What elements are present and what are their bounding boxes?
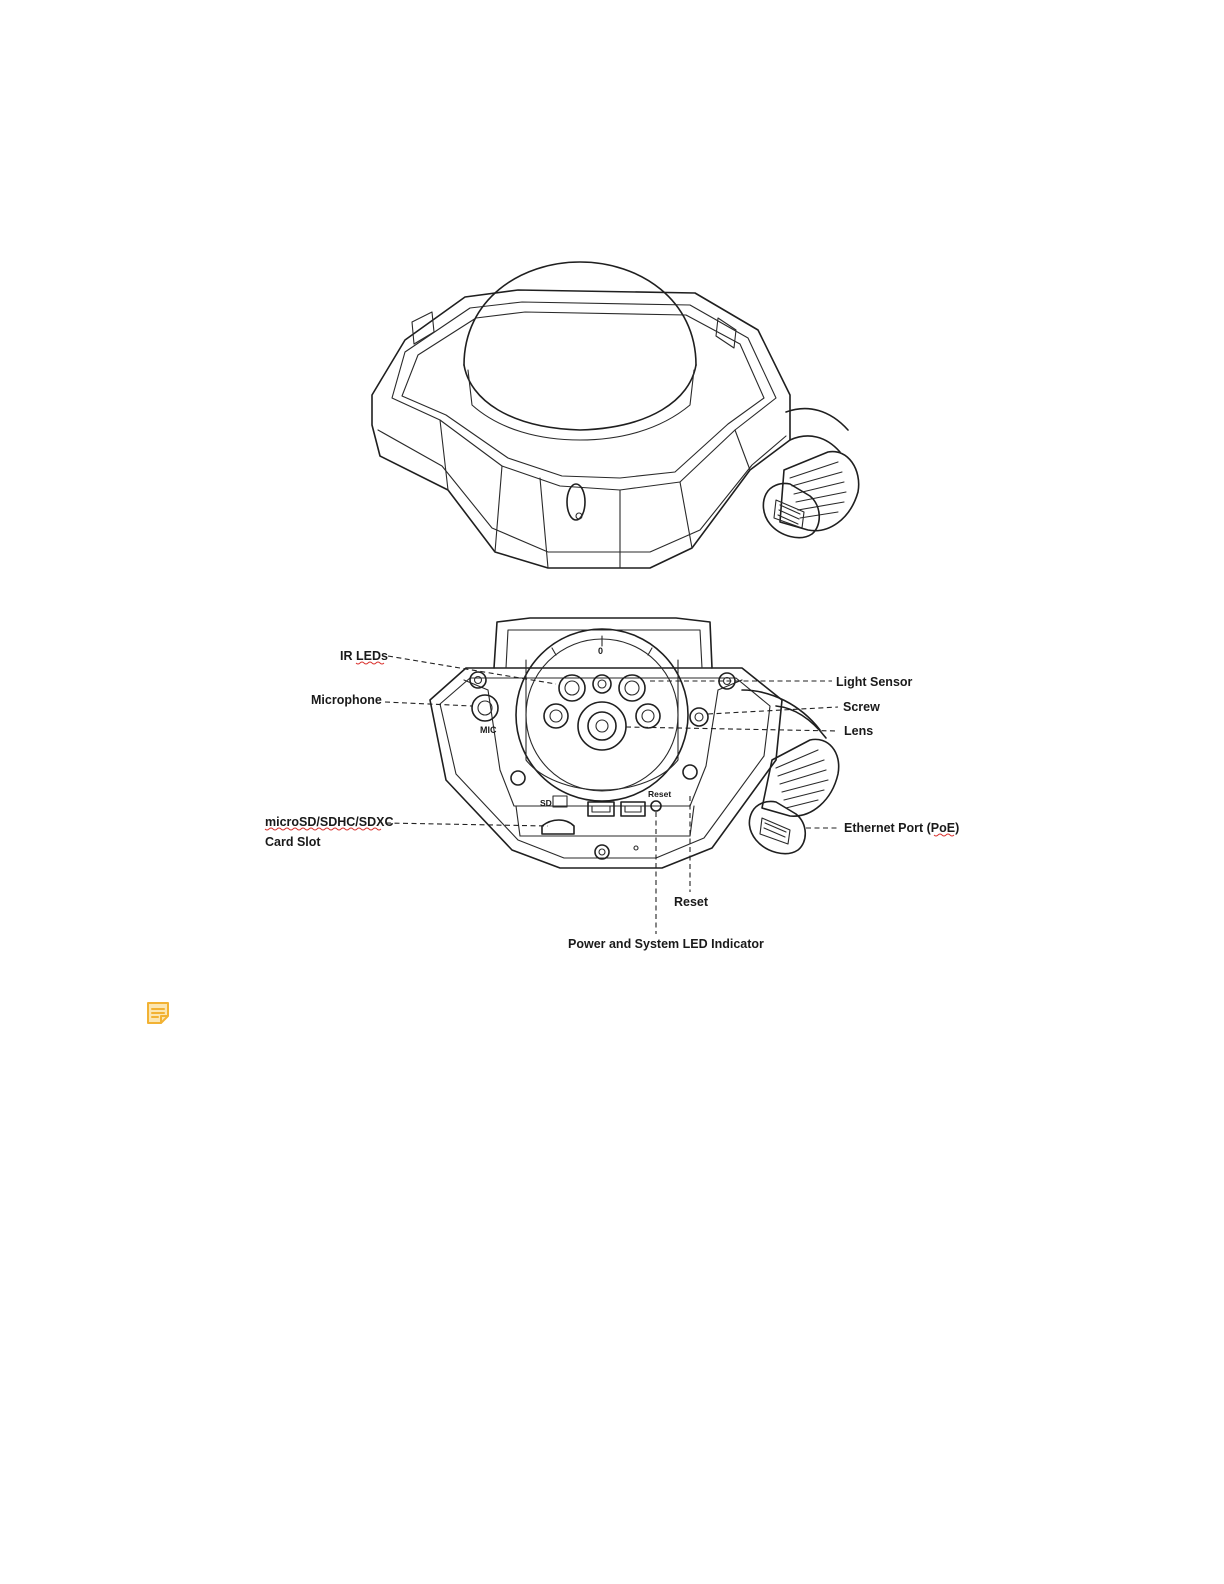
spellcheck-squiggle <box>356 662 384 664</box>
engraving-sd: SD <box>540 798 552 808</box>
leader-ir-leds <box>388 656 556 684</box>
label-microphone: Microphone <box>311 693 382 707</box>
label-reset: Reset <box>674 895 709 909</box>
engraving-reset: Reset <box>648 789 672 799</box>
label-microsd-line2: Card Slot <box>265 835 321 849</box>
label-ir-leds: IR LEDs <box>340 649 388 663</box>
label-power-led: Power and System LED Indicator <box>568 937 764 951</box>
label-microsd-line1: microSD/SDHC/SDXC <box>265 815 394 829</box>
note-icon[interactable] <box>146 1001 170 1025</box>
assembled-camera-illustration <box>372 262 859 568</box>
engraving-zero: 0 <box>598 646 604 656</box>
label-lens: Lens <box>844 724 874 738</box>
leader-microsd <box>386 823 548 826</box>
leader-screw <box>708 707 838 714</box>
engraving-mic: MIC <box>480 725 497 735</box>
label-ethernet-port: Ethernet Port (PoE) <box>844 821 960 835</box>
label-light-sensor: Light Sensor <box>836 675 913 689</box>
open-camera-illustration <box>430 618 839 868</box>
label-screw: Screw <box>843 700 880 714</box>
leader-lens <box>626 727 838 731</box>
leader-lines <box>385 656 838 934</box>
leader-microphone <box>385 702 472 706</box>
